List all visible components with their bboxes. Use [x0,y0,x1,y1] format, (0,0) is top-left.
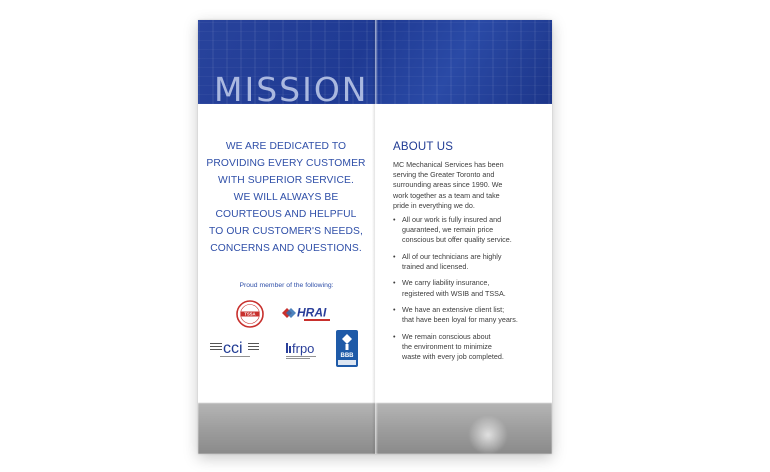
bullet-item [393,278,548,298]
intro-line: serving the Greater Toronto and [393,170,495,180]
bbb-logo-text: BBB [340,353,354,359]
bullet-line: the environment to minimize [402,341,492,351]
intro-line: MC Mechanical Services has been [393,160,504,169]
mission-line: CONCERNS AND QUESTIONS. [210,243,362,254]
mission-statement [206,138,366,257]
page-fold [372,20,378,454]
mission-line: WE ARE DEDICATED TO [225,141,347,152]
frpo-logo-text: frpo [292,341,315,356]
mission-line: PROVIDING EVERY CUSTOMER [206,158,366,169]
tssa-logo [236,300,264,328]
bullet-line: • We have an extensive client list; [402,304,505,314]
intro-line: pride in everything we do. [393,200,475,210]
hrai-logo [280,302,336,324]
member-label: Proud member of the following: [239,282,334,289]
bullet-line: • All of our technicians are highly [402,251,502,261]
bullet-line: guaranteed, we remain price [402,225,494,235]
hrai-logo-text: HRAI [297,305,327,320]
mission-line: TO OUR CUSTOMER'S NEEDS, [209,226,363,237]
brochure-page [198,20,552,454]
frpo-logo [284,337,328,361]
bullet-line: • All our work is fully insured and [402,215,502,224]
bullet-line: • We carry liability insurance, [402,278,490,288]
bullet-item [393,332,548,363]
bbb-logo [336,330,358,367]
bullet-line: that have been loyal for many years. [402,315,518,325]
lens-flare [468,415,508,454]
tssa-logo-text: TSSA [244,311,256,317]
intro-line: work together as a team and take [393,190,500,200]
mission-line: WITH SUPERIOR SERVICE. [218,175,354,186]
bullet-item [393,252,548,272]
mission-line: COURTEOUS AND HELPFUL [215,209,357,220]
mission-line: WE WILL ALWAYS BE [233,192,339,203]
bullet-line: trained and licensed. [402,262,469,271]
intro-line: surrounding areas since 1990. We [393,180,503,190]
left-panel [198,20,375,454]
bullet-item [393,215,548,246]
about-bullets [393,215,548,368]
mission-title: MISSION [214,70,369,109]
about-title: ABOUT US [393,141,454,153]
bullet-line: conscious but offer quality service. [402,235,512,245]
cci-logo-text: cci [223,340,243,357]
bullet-line: registered with WSIB and TSSA. [402,288,506,298]
bullet-line: waste with every job completed. [402,351,504,361]
cci-logo [210,337,260,359]
bullet-line: • We remain conscious about [402,331,491,341]
about-intro [393,160,543,211]
bullet-item [393,305,548,325]
right-panel [375,20,552,454]
